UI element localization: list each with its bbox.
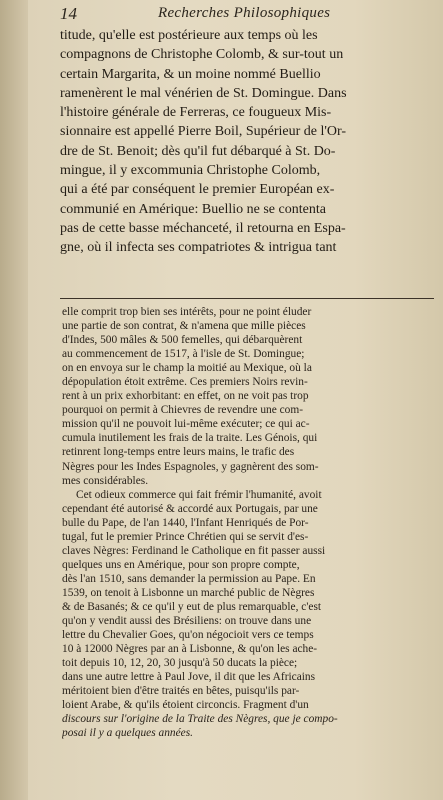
footnote-line: bulle du Pape, de l'an 1440, l'Infant Henriqués de Por-: [62, 516, 309, 529]
main-text-line: compagnons de Christophe Colomb, & sur-tout un: [60, 47, 344, 63]
footnote-line: méritoient bien d'être traités en bêtes, puisqu'ils par-: [62, 685, 300, 698]
footnote-block: [62, 305, 428, 740]
footnote-line: qu'on y vendit aussi des Brésiliens: on trouve dans une: [62, 615, 312, 628]
main-text-line: mingue, il y excommunia Christophe Colomb,: [60, 163, 321, 179]
footnote-source-line: discours sur l'origine de la Traite des Nègres, que je compo-: [62, 713, 338, 726]
page-number: 14: [60, 4, 77, 23]
page-header: [60, 2, 431, 24]
footnote-line: Cet odieux commerce qui fait frémir l'humanité, avoit: [76, 488, 322, 501]
main-text-line: titude, qu'elle est postérieure aux temps où les: [60, 28, 318, 43]
footnote-line: quelques uns en Amérique, pour son propre compte,: [62, 558, 300, 571]
main-text-line: pas de cette basse méchanceté, il retourna en Espa-: [60, 220, 346, 236]
footnote-line: 10 à 12000 Nègres par an à Lisbonne, & qu'on les ache-: [62, 643, 318, 656]
main-text-line: ramenèrent le mal vénérien de St. Domingue. Dans: [60, 85, 347, 101]
footnote-line: mission qu'il ne pouvoit lui-même exécuter; ce qui ac-: [62, 418, 310, 431]
main-text-line: sionnaire est appellé Pierre Boil, Supérieur de l'Or-: [60, 124, 347, 140]
footnote-line: elle comprit trop bien ses intérêts, pour ne point éluder: [62, 306, 312, 318]
footnote-line: cependant été autorisé & accordé aux Portugais, par une: [62, 502, 318, 515]
footnote-line: cumula inutilement les frais de la traite. Les Génois, qui: [62, 432, 318, 445]
footnote-line: dès l'an 1510, sans demander la permission au Pape. En: [62, 572, 316, 585]
footnote-line: claves Nègres: Ferdinand le Catholique en fit passer aussi: [62, 544, 326, 557]
footnote-line: pourquoi on permit à Chievres de revendre une com-: [62, 404, 304, 417]
running-title: Recherches Philosophiques: [158, 5, 331, 21]
footnote-line: tugal, fut le premier Prince Chrétien qui se servit d'es-: [62, 530, 309, 543]
footnote-line: mes considérables.: [62, 474, 149, 487]
footnote-line: au commencement de 1517, à l'isle de St. Domingue;: [62, 348, 305, 361]
footnote-line: lettre du Chevalier Goes, qu'on négocioit vers ce temps: [62, 629, 314, 642]
footnote-line: retinrent long-temps entre leurs mains, le trafic des: [62, 446, 295, 459]
footnote-line: loient Arabe, & qu'ils étoient circoncis. Fragment d'un: [62, 699, 309, 712]
main-text-line: communié en Amérique: Buellio ne se contenta: [60, 201, 326, 217]
footnote-line: & de Basanés; & ce qu'il y eut de plus remarquable, c'est: [62, 600, 322, 613]
main-text-line: qui a été par conséquent le premier Européan ex-: [60, 182, 335, 198]
footnote-line: dans une autre lettre à Paul Jove, il dit que les Africains: [62, 671, 316, 684]
footnote-line: d'Indes, 500 mâles & 500 femelles, qui débarquèrent: [62, 334, 303, 347]
main-text-block: [60, 26, 428, 258]
footnote-line: Nègres pour les Indes Espagnoles, y gagnèrent des som-: [62, 460, 319, 473]
page-gutter: [0, 0, 28, 800]
footnote-line: 1539, on tenoit à Lisbonne un marché public de Nègres: [62, 586, 315, 599]
footnote-separator-rule: [60, 298, 434, 299]
footnote-line: dépopulation étoit extrême. Ces premiers Noirs revin-: [62, 376, 308, 389]
footnote-line: rent à un prix exhorbitant: en effet, on ne voit pas trop: [62, 390, 309, 403]
footnote-source-line: posai il y a quelques années.: [62, 727, 193, 740]
main-text-line: l'histoire générale de Ferreras, ce fougueux Mis-: [60, 105, 332, 121]
footnote-line: toit depuis 10, 12, 20, 30 jusqu'à 50 ducats la pièce;: [62, 657, 298, 670]
footnote-line: une partie de son contrat, & n'amena que mille pièces: [62, 320, 306, 333]
footnote-line: on en envoya sur le champ la moitié au Mexique, où la: [62, 362, 312, 375]
main-text-line: certain Margarita, & un moine nommé Buellio: [60, 66, 321, 82]
main-text-line: dre de St. Benoit; dès qu'il fut débarqué à St. Do-: [60, 143, 336, 159]
main-text-line: gne, où il infecta ses compatriotes & intrigua tant: [60, 240, 337, 256]
